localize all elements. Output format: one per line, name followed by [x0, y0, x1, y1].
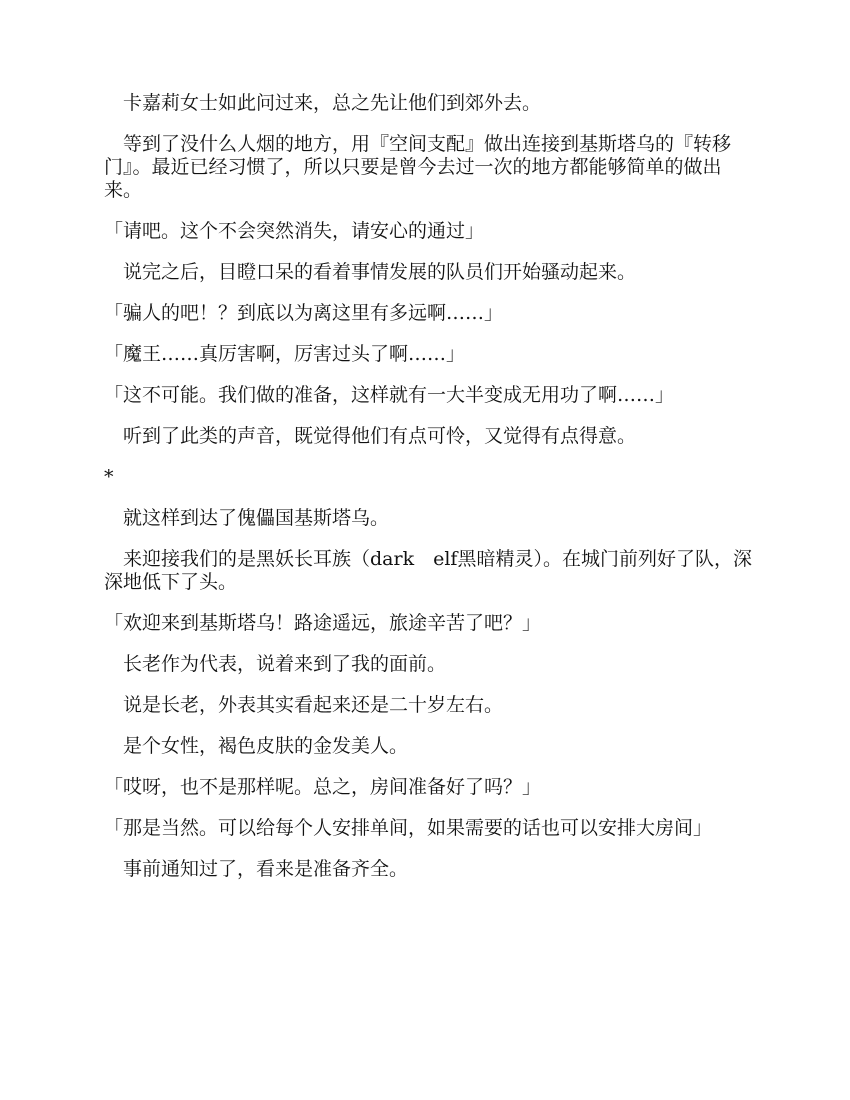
- paragraph: 长老作为代表，说着来到了我的面前。: [104, 653, 447, 675]
- paragraph: 事前通知过了，看来是准备齐全。: [104, 858, 409, 880]
- dialogue-line: 「魔王……真厉害啊，厉害过头了啊……」: [104, 343, 466, 365]
- paragraph: 卡嘉莉女士如此问过来，总之先让他们到郊外去。: [104, 92, 542, 114]
- paragraph: 听到了此类的声音，既觉得他们有点可怜，又觉得有点得意。: [104, 425, 637, 447]
- dialogue-line: 「欢迎来到基斯塔乌！路途遥远，旅途辛苦了吧？」: [104, 612, 542, 634]
- paragraph: 说完之后，目瞪口呆的看着事情发展的队员们开始骚动起来。: [104, 261, 637, 283]
- document-body: [104, 92, 752, 899]
- paragraph: 是个女性，褐色皮肤的金发美人。: [104, 735, 409, 757]
- dialogue-line: 「哎呀，也不是那样呢。总之，房间准备好了吗？」: [104, 776, 542, 798]
- paragraph: 来迎接我们的是黑妖长耳族（dark elf黑暗精灵）。在城门前列好了队，深深地低下了头。: [104, 548, 752, 593]
- dialogue-line: 「请吧。这个不会突然消失，请安心的通过」: [104, 220, 485, 242]
- paragraph: 等到了没什么人烟的地方，用『空间支配』做出连接到基斯塔乌的『转移门』。最近已经习惯了，所以只要是曾今去过一次的地方都能够简单的做出来。: [104, 133, 732, 201]
- scene-separator: *: [104, 466, 114, 488]
- dialogue-line: 「那是当然。可以给每个人安排单间，如果需要的话也可以安排大房间」: [104, 817, 713, 839]
- dialogue-line: 「骗人的吧！？到底以为离这里有多远啊……」: [104, 302, 504, 324]
- paragraph: 说是长老，外表其实看起来还是二十岁左右。: [104, 694, 504, 716]
- dialogue-line: 「这不可能。我们做的准备，这样就有一大半变成无用功了啊……」: [104, 384, 675, 406]
- paragraph: 就这样到达了傀儡国基斯塔乌。: [104, 507, 390, 529]
